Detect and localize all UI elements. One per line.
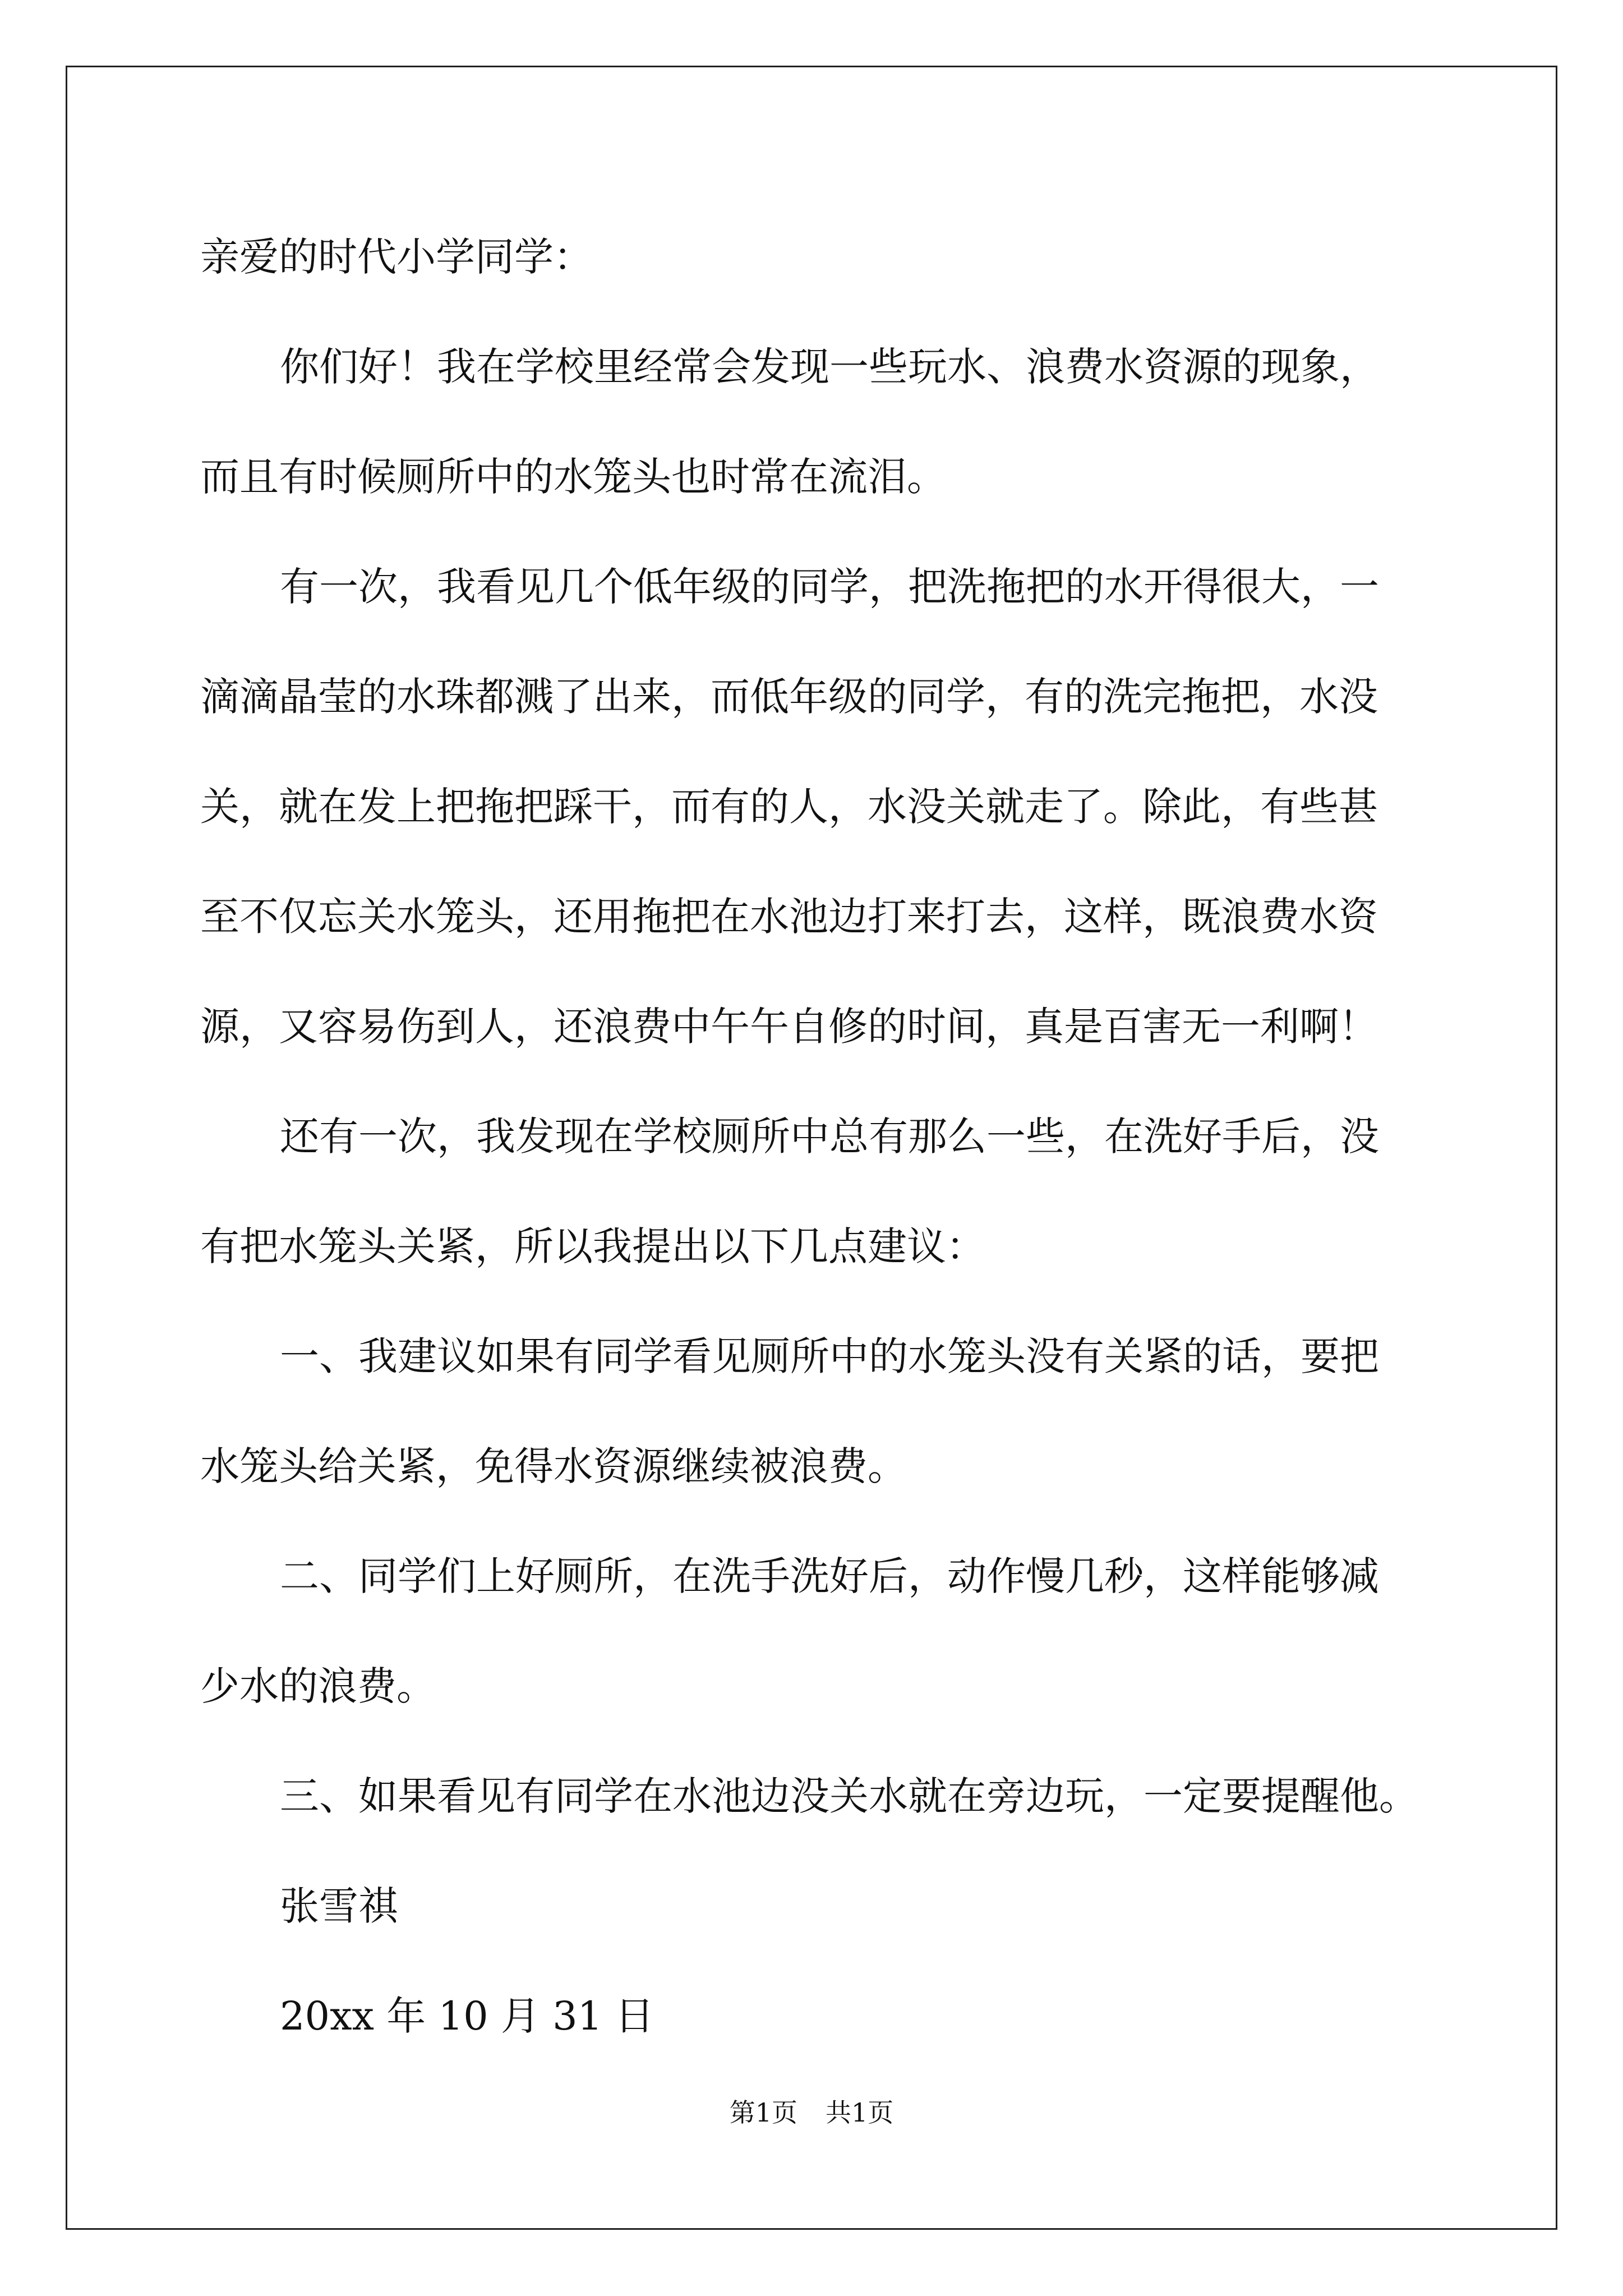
letter-line: 源，又容易伤到人，还浪费中午午自修的时间，真是百害无一利啊！ — [200, 1004, 1378, 1050]
signature-name: 张雪祺 — [280, 1883, 398, 1929]
suggestion-two: 二、同学们上好厕所，在洗手洗好后，动作慢几秒，这样能够减 — [280, 1553, 1379, 1599]
signature-date: 20xx 年 10 月 31 日 — [280, 1993, 654, 2039]
page-footer — [0, 2096, 1623, 2129]
suggestion-one: 一、我建议如果有同学看见厕所中的水笼头没有关紧的话，要把 — [280, 1333, 1379, 1379]
letter-line: 关，就在发上把拖把踩干，而有的人，水没关就走了。除此，有些甚 — [200, 784, 1378, 830]
letter-line: 滴滴晶莹的水珠都溅了出来，而低年级的同学，有的洗完拖把，水没 — [200, 674, 1378, 720]
suggestion-three: 三、如果看见有同学在水池边没关水就在旁边玩，一定要提醒他。 — [280, 1773, 1418, 1819]
letter-line: 你们好！我在学校里经常会发现一些玩水、浪费水资源的现象， — [280, 344, 1379, 390]
letter-line: 少水的浪费。 — [200, 1663, 436, 1709]
letter-line: 有把水笼头关紧，所以我提出以下几点建议： — [200, 1223, 985, 1269]
page-total: 共1页 — [826, 2097, 894, 2128]
letter-line: 水笼头给关紧，免得水资源继续被浪费。 — [200, 1443, 907, 1489]
letter-line: 而且有时候厕所中的水笼头也时常在流泪。 — [200, 454, 946, 500]
salutation: 亲爱的时代小学同学： — [200, 234, 593, 280]
letter-body — [200, 202, 1440, 2071]
letter-line: 至不仅忘关水笼头，还用拖把在水池边打来打去，这样，既浪费水资 — [200, 894, 1378, 940]
letter-line: 还有一次，我发现在学校厕所中总有那么一些，在洗好手后，没 — [280, 1114, 1379, 1159]
page-number: 第1页 — [729, 2097, 797, 2128]
letter-line: 有一次，我看见几个低年级的同学，把洗拖把的水开得很大，一 — [280, 564, 1379, 610]
